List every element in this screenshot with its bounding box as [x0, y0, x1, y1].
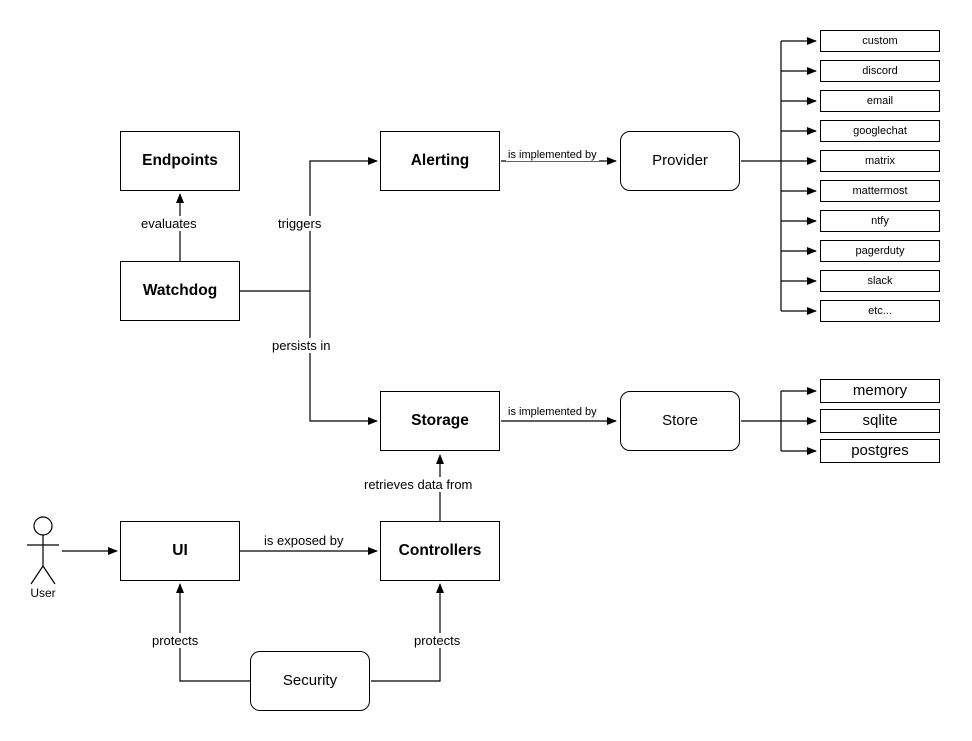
node-controllers[interactable]	[380, 521, 500, 581]
node-provider-label: Provider	[652, 152, 708, 169]
store-item-label: sqlite	[862, 411, 898, 429]
provider-item-label: matrix	[865, 154, 895, 167]
provider-item-label: discord	[862, 64, 898, 77]
provider-item-googlechat[interactable]	[820, 120, 940, 142]
node-alerting[interactable]	[380, 131, 500, 191]
provider-item-slack[interactable]	[820, 270, 940, 292]
actor-label: User	[30, 586, 56, 600]
provider-item-mattermost[interactable]	[820, 180, 940, 202]
provider-item-email[interactable]	[820, 90, 940, 112]
node-ui-label: UI	[172, 541, 188, 559]
stick-figure-icon	[27, 517, 59, 584]
store-item-label: postgres	[851, 441, 909, 459]
edge-label-triggers: triggers	[278, 216, 322, 231]
provider-item-etc[interactable]	[820, 300, 940, 322]
provider-item-label: ntfy	[871, 214, 889, 227]
provider-item-label: slack	[867, 274, 893, 287]
provider-item-label: pagerduty	[855, 244, 905, 257]
node-security-label: Security	[282, 672, 338, 689]
edge-label-evaluates: evaluates	[141, 216, 197, 231]
edge-label-storage-store: is implemented by	[508, 406, 597, 418]
provider-item-ntfy[interactable]	[820, 210, 940, 232]
store-item-label: memory	[852, 381, 908, 399]
node-store[interactable]	[620, 391, 740, 451]
node-ui[interactable]	[120, 521, 240, 581]
provider-item-pagerduty[interactable]	[820, 240, 940, 262]
provider-item-discord[interactable]	[820, 60, 940, 82]
provider-item-label: email	[866, 94, 894, 107]
provider-item-custom[interactable]	[820, 30, 940, 52]
provider-item-label: mattermost	[852, 184, 908, 197]
provider-item-label: etc...	[868, 304, 892, 317]
provider-item-matrix[interactable]	[820, 150, 940, 172]
node-security[interactable]	[250, 651, 370, 711]
node-endpoints-label: Endpoints	[142, 151, 218, 169]
edge-label-protects-ui: protects	[152, 633, 199, 648]
edge-label-retrieves-data-from: retrieves data from	[364, 477, 473, 492]
node-storage-label: Storage	[411, 411, 469, 429]
node-controllers-label: Controllers	[398, 541, 482, 559]
node-endpoints[interactable]	[120, 131, 240, 191]
store-item-postgres[interactable]	[820, 439, 940, 463]
edge-label-protects-controllers: protects	[414, 633, 461, 648]
edge-label-persists-in: persists in	[272, 338, 331, 353]
edge-label-alerting-provider: is implemented by	[508, 149, 597, 161]
edge-label-is-exposed-by: is exposed by	[264, 533, 344, 548]
provider-item-label: custom	[862, 34, 898, 47]
store-item-sqlite[interactable]	[820, 409, 940, 433]
node-watchdog[interactable]	[120, 261, 240, 321]
node-provider[interactable]	[620, 131, 740, 191]
node-store-label: Store	[662, 412, 698, 429]
store-item-memory[interactable]	[820, 379, 940, 403]
node-storage[interactable]	[380, 391, 500, 451]
node-alerting-label: Alerting	[410, 151, 470, 169]
node-watchdog-label: Watchdog	[142, 281, 218, 299]
provider-item-label: googlechat	[853, 124, 907, 137]
